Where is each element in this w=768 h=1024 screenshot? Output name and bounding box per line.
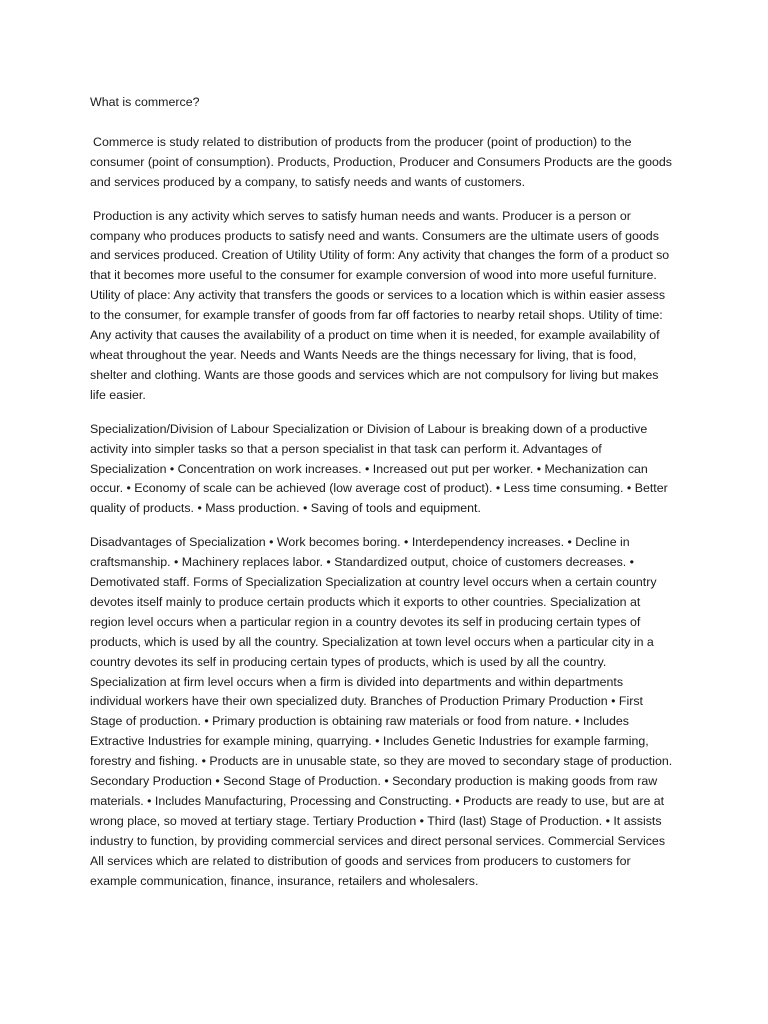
document-title: What is commerce? <box>90 95 200 109</box>
paragraph-disadvantages: Disadvantages of Specialization • Work becomes boring. • Interdependency increases. • Decline in craftsmanship. • Machinery replaces labor. • Standardized output, choice of customers decreases. • Demotivated staff. Forms of Specialization Specialization at country level occurs when a certain country devotes itself mainly to produce certain products which it exports to other countries. Specialization at region level occurs when a particular region in a country devotes its self in producing certain types of products, which is used by all the country. Specialization at town level occurs when a particular city in a country devotes its self in producing certain types of products, which is used by all the country. Specialization at firm level occurs when a firm is divided into departments and within departments individual workers have their own specialized duty. Branches of Production Primary Production • First Stage of production. • Primary production is obtaining raw materials or food from nature. • Includes Extractive Industries for example mining, quarrying. • Includes Genetic Industries for example farming, forestry and fishing. • Products are in unusable state, so they are moved to secondary stage of production. Secondary Production • Second Stage of Production. • Secondary production is making goods from raw materials. • Includes Manufacturing, Processing and Constructing. • Products are ready to use, but are at wrong place, so moved at tertiary stage. Tertiary Production • Third (last) Stage of Production. • It assists industry to function, by providing commercial services and direct personal services. Commercial Services All services which are related to distribution of goods and services from producers to customers for example communication, finance, insurance, retailers and wholesalers. <box>90 535 673 888</box>
paragraph-production: Production is any activity which serves to satisfy human needs and wants. Producer is a person or company who produces products to satisfy need and wants. Consumers are the ultimate users of goods and services produced. Creation of Utility Utility of form: Any activity that changes the form of a product so that it becomes more useful to the consumer for example conversion of wood into more useful furniture. Utility of place: Any activity that transfers the goods or services to a location which is within easier assess to the consumer, for example transfer of goods from far off factories to nearby retail shops. Utility of time: Any activity that causes the availability of a product on time when it is needed, for example availability of wheat throughout the year. Needs and Wants Needs are the things necessary for living, that is food, shelter and clothing. Wants are those goods and services which are not compulsory for living but makes life easier. <box>90 208 670 402</box>
paragraph-commerce-definition: Commerce is study related to distribution of products from the producer (point of production) to the consumer (point of consumption). Products, Production, Producer and Consumers Products are the goods and services produced by a company, to satisfy needs and wants of customers. <box>90 134 672 189</box>
paragraph-specialization: Specialization/Division of Labour Specialization or Division of Labour is breaking down of a productive activity into simpler tasks so that a person specialist in that task can perform it. Advantages of Specialization • Concentration on work increases. • Increased out put per worker. • Mechanization can occur. • Economy of scale can be achieved (low average cost of product). • Less time consuming. • Better quality of products. • Mass production. • Saving of tools and equipment. <box>90 421 668 516</box>
document-page <box>90 93 676 906</box>
